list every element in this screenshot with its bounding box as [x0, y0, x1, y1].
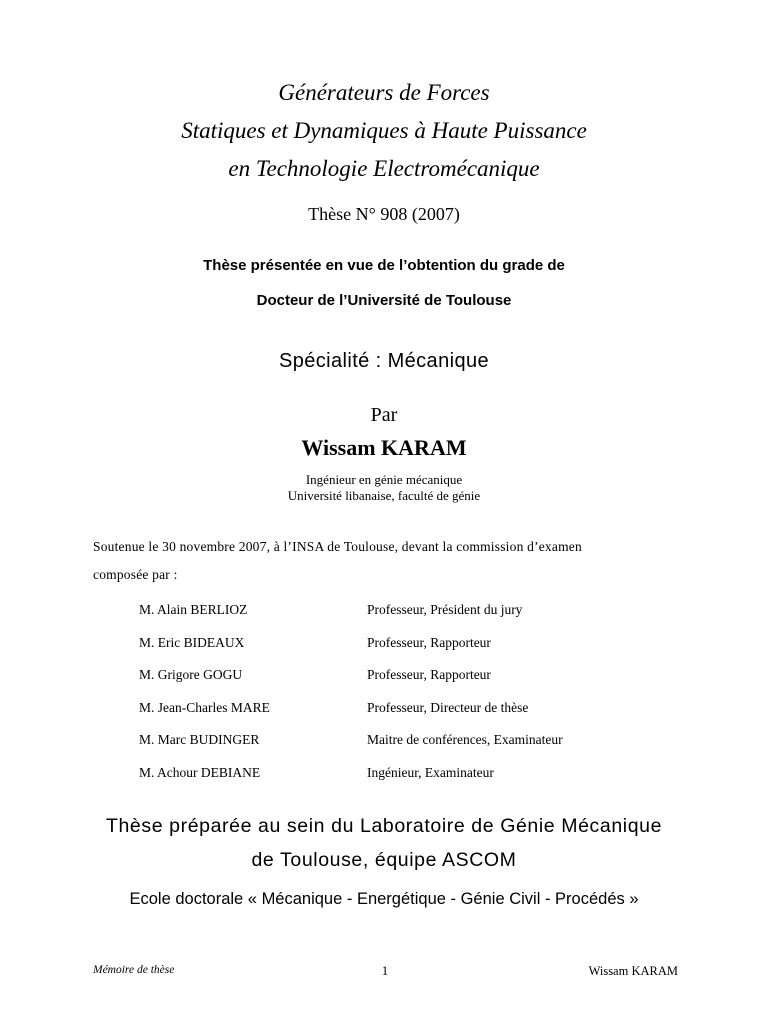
jury-row [139, 667, 699, 700]
jury-member-role: Professeur, Rapporteur [367, 667, 491, 683]
jury-list [139, 602, 699, 798]
thesis-number: Thèse N° 908 (2007) [308, 204, 460, 224]
doctoral-school: Ecole doctorale « Mécanique - Energétique - Génie Civil - Procédés » [129, 890, 639, 908]
author-affiliation-2: Université libanaise, faculté de génie [287, 488, 481, 503]
par-label: Par [370, 404, 398, 426]
jury-member-role: Professeur, Rapporteur [367, 634, 491, 650]
jury-member-role: Maitre de conférences, Examinateur [367, 732, 563, 748]
grade-line-1: Thèse présentée en vue de l’obtention du grade de [203, 257, 565, 274]
jury-row [139, 602, 699, 635]
laboratory-line-1: Thèse préparée au sein du Laboratoire de Génie Mécanique [105, 815, 663, 837]
defense-statement [93, 533, 733, 589]
jury-member-name: M. Grigore GOGU [139, 667, 243, 683]
jury-member-name: M. Achour DEBIANE [139, 764, 261, 780]
page-number: 1 [381, 963, 389, 978]
title-line-2: Statiques et Dynamiques à Haute Puissance [181, 118, 587, 143]
jury-row [139, 635, 699, 668]
jury-member-role: Ingénieur, Examinateur [367, 764, 494, 780]
jury-member-name: M. Eric BIDEAUX [139, 634, 245, 650]
jury-member-name: M. Alain BERLIOZ [139, 602, 248, 617]
jury-member-name: M. Jean-Charles MARE [139, 699, 270, 715]
title-line-3: en Technologie Electromécanique [228, 156, 540, 181]
jury-member-role: Professeur, Directeur de thèse [367, 699, 529, 715]
defense-line-2: composée par : [93, 567, 178, 582]
footer-author: Wissam KARAM [588, 964, 678, 978]
title-line-1: Générateurs de Forces [278, 80, 490, 105]
author-affiliation-1: Ingénieur en génie mécanique [305, 472, 463, 487]
jury-member-role: Professeur, Président du jury [367, 602, 523, 617]
thesis-title [0, 74, 768, 188]
footer-document-label: Mémoire de thèse [93, 964, 175, 976]
grade-line-2: Docteur de l’Université de Toulouse [256, 292, 512, 309]
defense-line-1: Soutenue le 30 novembre 2007, à l’INSA de Toulouse, devant la commission d’examen [93, 539, 582, 554]
jury-row [139, 732, 699, 765]
author-name: Wissam KARAM [301, 435, 467, 460]
specialty: Spécialité : Mécanique [278, 350, 490, 372]
jury-member-name: M. Marc BUDINGER [139, 732, 260, 748]
jury-row [139, 765, 699, 798]
laboratory-line-2: de Toulouse, équipe ASCOM [251, 849, 517, 871]
jury-row [139, 700, 699, 733]
